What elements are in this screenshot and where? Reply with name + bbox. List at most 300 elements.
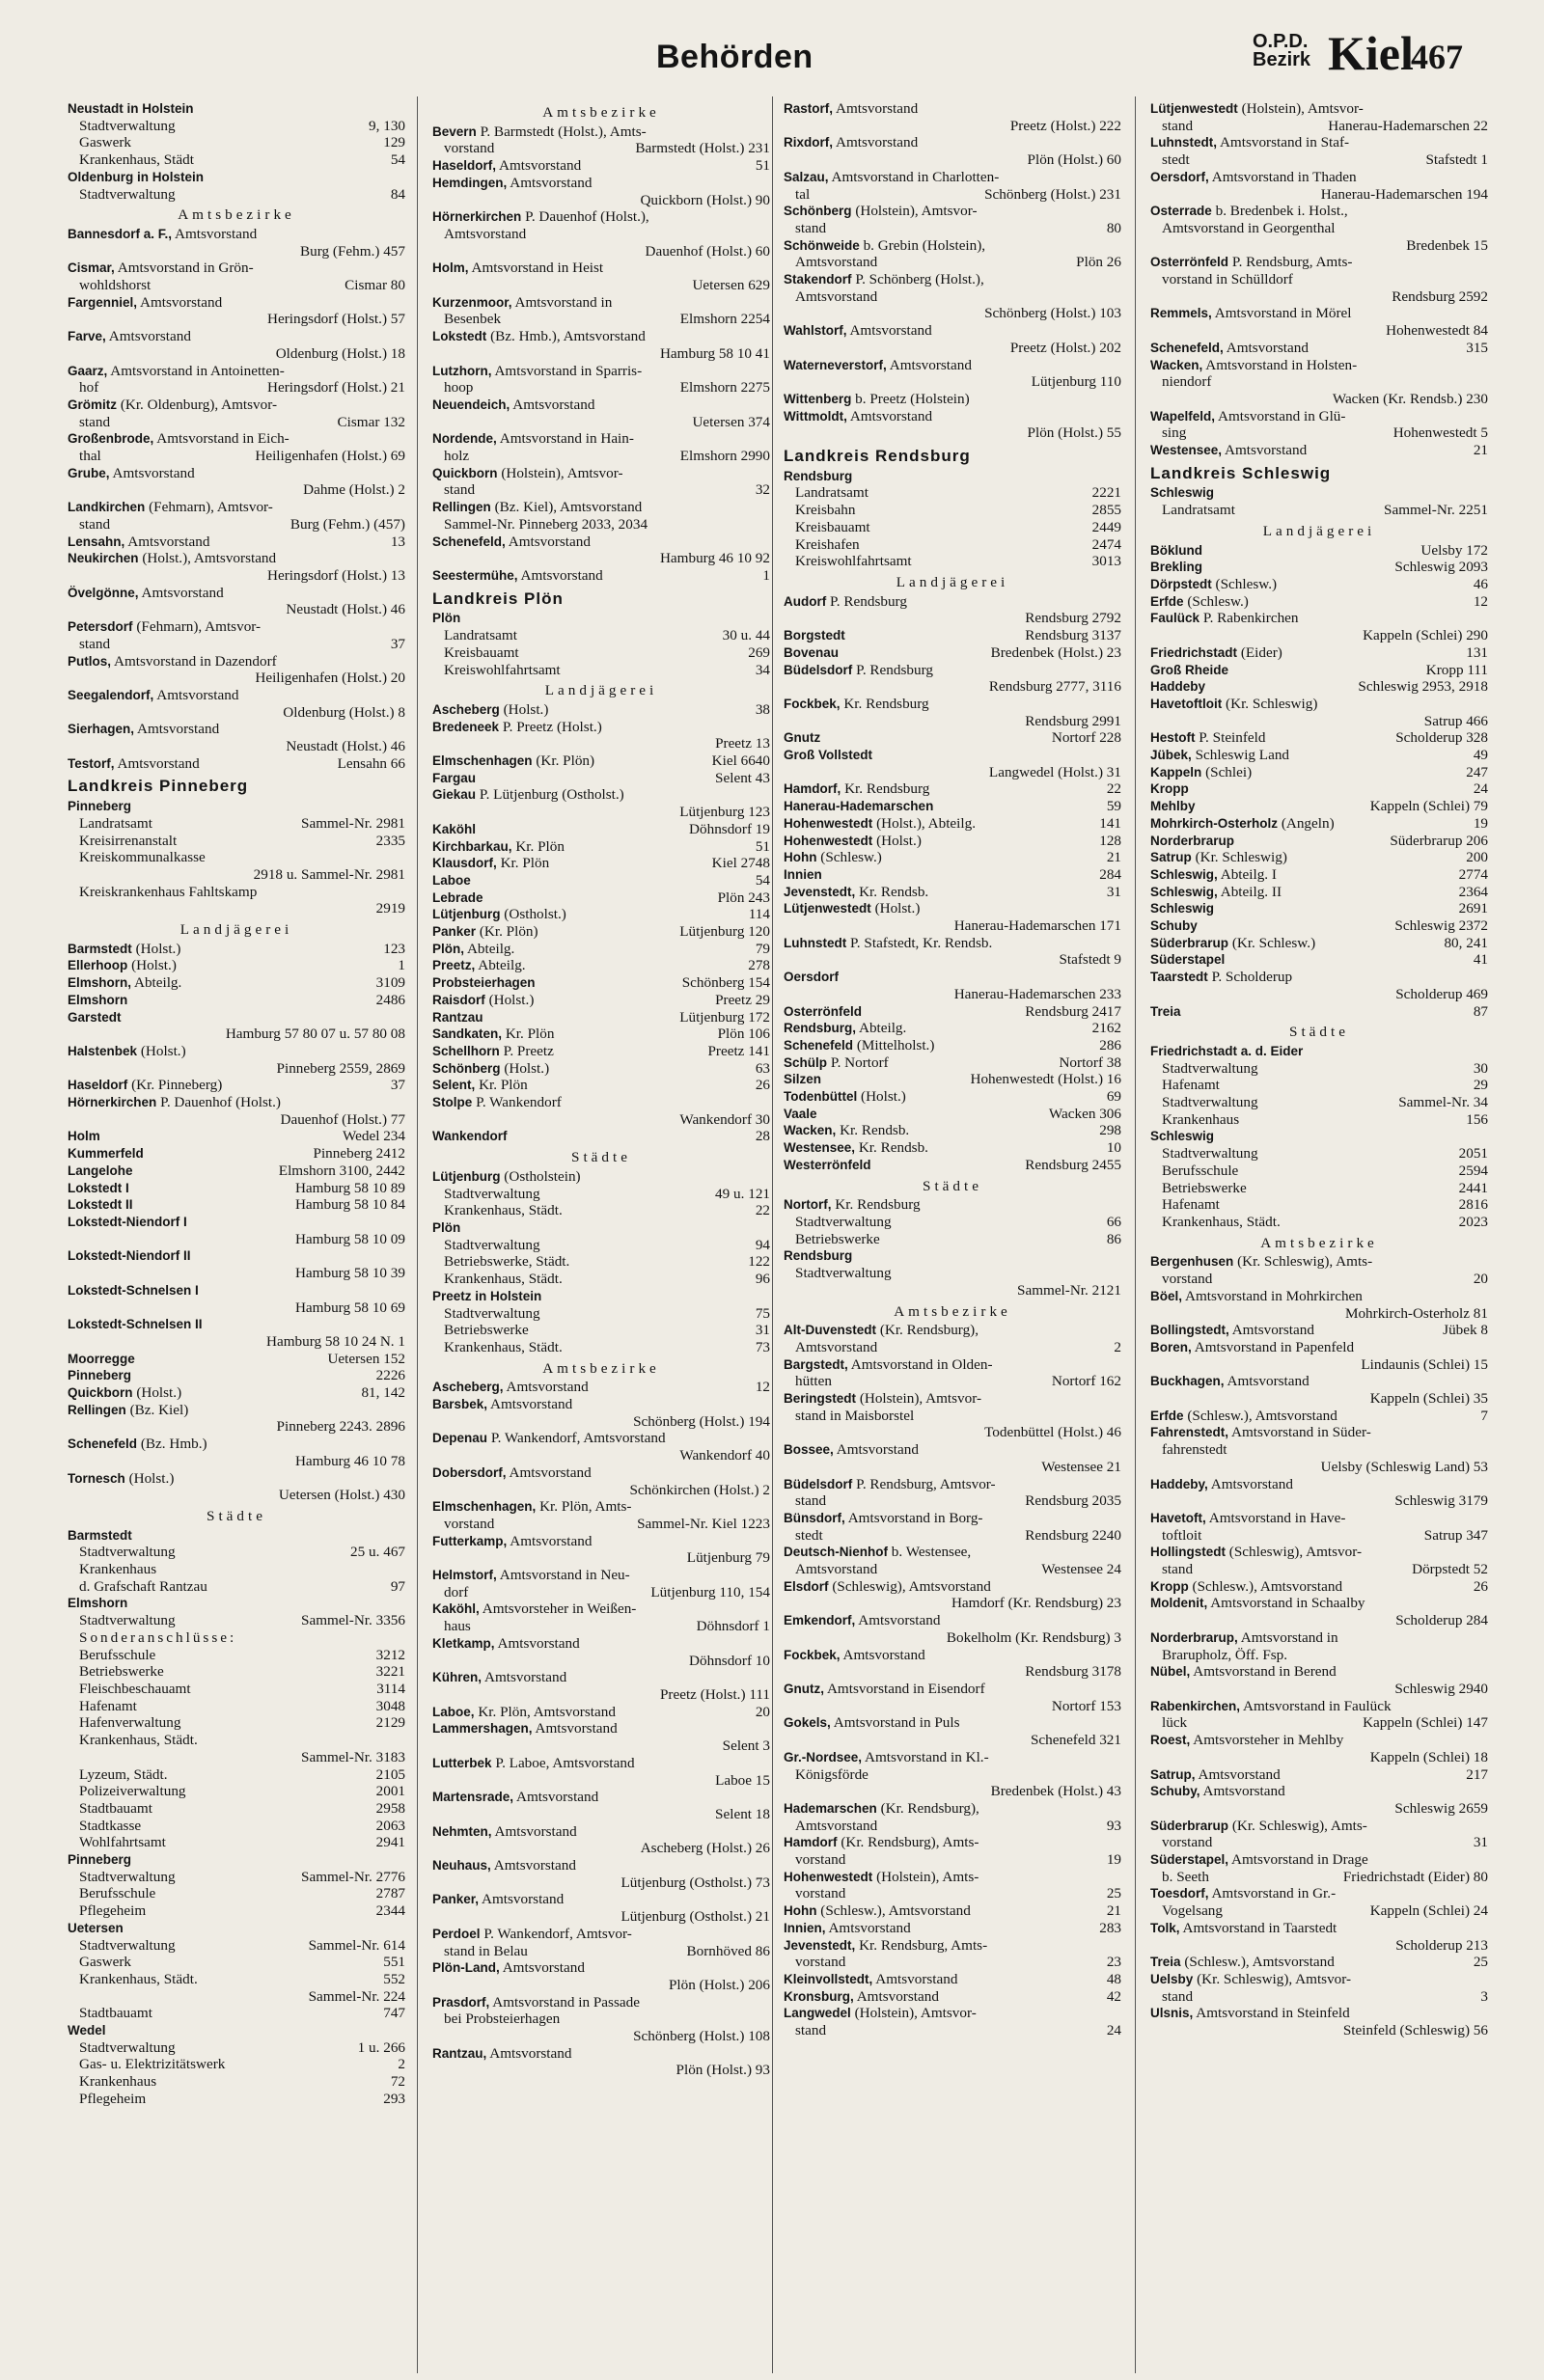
entry-heading: [1150, 305, 1488, 322]
entry-name: Sandkaten,: [432, 1026, 503, 1042]
entry-name: Oersdorf,: [1150, 169, 1209, 184]
entry-name: Uelsby: [1150, 1971, 1194, 1986]
phone-number: Rendsburg 2035: [1025, 1492, 1121, 1510]
entry-line: [784, 1231, 1121, 1248]
entry-line: [68, 1629, 405, 1647]
entry-name: Lokstedt-Niendorf I: [68, 1215, 187, 1229]
entry-heading: [1150, 593, 1488, 611]
entry-detail: (Kr. Rendsburg), Amts-: [837, 1834, 979, 1851]
entry-name: Hademarschen: [784, 1800, 877, 1816]
entry-text: Sammel-Nr. 2121: [1017, 1281, 1121, 1299]
phone-number: Heringsdorf (Holst.) 21: [267, 379, 405, 397]
entry-heading: [432, 1823, 770, 1841]
entry-line: [784, 1265, 1121, 1282]
entry-name: Kropp: [1150, 1578, 1189, 1594]
entry-line: [1150, 186, 1488, 204]
phone-number: 26: [755, 1077, 770, 1094]
entry-text: Fleischbeschauamt: [79, 1680, 191, 1697]
entry-name: Probsteierhagen: [432, 975, 536, 991]
entry-name: Jübek,: [1150, 748, 1192, 763]
entry-detail: Amtsvorstand in Drage: [1228, 1851, 1368, 1869]
subsection-heading: Landjägerei: [1262, 522, 1376, 539]
entry-heading: [432, 175, 770, 192]
entry-heading: [432, 1060, 770, 1078]
entry-heading: [432, 1533, 770, 1550]
entry-name: Hemdingen,: [432, 175, 508, 190]
entry-text: Hamburg 57 80 07 u. 57 80 08: [225, 1026, 405, 1043]
entry-line: [784, 1561, 1121, 1578]
entry-detail: Amtsvorstand in Thaden: [1208, 168, 1357, 185]
entry-heading: [784, 849, 1121, 866]
entry-heading: [1150, 1783, 1488, 1800]
entry-name: Fargenniel,: [68, 294, 138, 310]
entry-line: [784, 713, 1121, 730]
entry-heading: [68, 1316, 405, 1333]
entry-line: [1150, 1077, 1488, 1094]
entry-line: [68, 1060, 405, 1078]
entry-text: Stadtverwaltung: [444, 1185, 540, 1202]
entry-detail: Amtsvorstand: [1224, 1373, 1310, 1390]
entry-text: Steinfeld (Schleswig) 56: [1342, 2022, 1488, 2039]
entry-line: [1150, 713, 1488, 730]
entry-detail: (Ostholst.): [500, 906, 566, 923]
phone-number: Selent 43: [715, 769, 770, 786]
entry-line: [68, 866, 405, 884]
entry-heading: [68, 1282, 405, 1299]
entry-name: Bollingstedt,: [1150, 1323, 1229, 1338]
entry-detail: Kr. Rendsburg: [840, 695, 929, 712]
entry-heading: [784, 1139, 1121, 1157]
phone-number: 200: [1466, 849, 1488, 866]
entry-name: Hörnerkirchen: [432, 209, 522, 225]
entry-line: [784, 288, 1121, 306]
entry-name: Ulsnis,: [1150, 2006, 1194, 2021]
entry-heading: [432, 855, 770, 872]
entry-name: Preetz in Holstein: [432, 1288, 542, 1303]
entry-detail: Amtsvorstand: [846, 407, 933, 424]
entry-line: [432, 2028, 770, 2045]
entry-detail: Amtsvorstand: [137, 293, 223, 311]
entry-heading: [68, 618, 405, 636]
entry-name: Preetz,: [432, 958, 476, 973]
entry-detail: Amtsvorstand in Eich-: [153, 430, 290, 448]
phone-number: Hamburg 58 10 84: [294, 1196, 405, 1214]
entry-detail: P. Dauenhof (Holst.),: [521, 208, 649, 226]
entry-name: Innien: [784, 866, 822, 882]
entry-detail: Kr. Plön: [511, 837, 565, 855]
entry-line: [784, 118, 1121, 135]
entry-text: Langwedel (Holst.) 31: [988, 763, 1121, 780]
entry-line: [784, 1818, 1121, 1835]
entry-heading: [432, 1704, 770, 1721]
phone-number: 3109: [375, 974, 405, 992]
entry-name: Tornesch: [68, 1470, 125, 1486]
entry-heading: [68, 1851, 405, 1869]
entry-heading: [1150, 1698, 1488, 1715]
phone-number: Plön 243: [717, 889, 770, 906]
phone-number: Kappeln (Schlei) 24: [1369, 1902, 1488, 1920]
phone-number: 298: [1099, 1122, 1121, 1139]
entry-text: stand: [1162, 1561, 1194, 1578]
entry-heading: [784, 1122, 1121, 1139]
entry-name: Petersdorf: [68, 619, 133, 635]
phone-number: Burg (Fehm.) (457): [290, 515, 405, 533]
entry-name: Rastorf,: [784, 101, 834, 116]
entry-line: [68, 151, 405, 169]
entry-line: [784, 764, 1121, 781]
entry-heading: [784, 468, 1121, 485]
entry-detail: Amtsvorstand: [124, 533, 210, 550]
subsection-heading: Amtsbezirke: [894, 1302, 1011, 1320]
entry-line: [68, 1766, 405, 1784]
entry-heading: [68, 1527, 405, 1545]
entry-heading: [1150, 849, 1488, 866]
entry-heading: [1150, 1339, 1488, 1356]
phone-number: Rendsburg 2455: [1025, 1156, 1121, 1173]
entry-heading: [68, 1384, 405, 1402]
entry-detail: (Bz. Kiel): [125, 1401, 189, 1418]
entry-line: [1150, 151, 1488, 169]
page-header: [0, 26, 1544, 80]
entry-text: Polizeiverwaltung: [79, 1783, 186, 1800]
entry-text: Besenbek: [444, 311, 502, 328]
entry-name: Bevern: [432, 123, 477, 139]
phone-number: 2486: [375, 991, 405, 1008]
entry-detail: Amtsvorstand: [846, 322, 932, 340]
entry-name: Schönweide: [784, 237, 860, 253]
entry-detail: Amtsvorstand: [1199, 1783, 1285, 1800]
entry-text: Sammel-Nr. 224: [308, 1987, 405, 2005]
entry-heading: [784, 1800, 1121, 1818]
entry-name: Bossee,: [784, 1442, 834, 1458]
entry-name: Schenefeld,: [1150, 340, 1224, 355]
entry-heading: [1150, 866, 1488, 884]
entry-detail: Amtsvorstand in Grön-: [114, 260, 254, 277]
entry-text: Satrup 466: [1423, 712, 1488, 729]
entry-name: Lokstedt: [432, 329, 487, 344]
entry-text: Preetz (Holst.) 202: [1009, 339, 1121, 356]
phone-number: Schönberg 154: [681, 974, 770, 992]
entry-name: Sierhagen,: [68, 722, 135, 737]
entry-name: Hamdorf: [784, 1835, 838, 1850]
entry-name: Övelgönne,: [68, 585, 139, 600]
entry-detail: (Bz. Hmb.), Amtsvorstand: [486, 328, 646, 345]
entry-line: [432, 2011, 770, 2028]
entry-detail: Amtsvorstand: [507, 174, 593, 191]
entry-heading: [1150, 747, 1488, 764]
entry-heading: [784, 1578, 1121, 1596]
phone-number: Scholderup 328: [1395, 729, 1488, 747]
phone-number: 9, 130: [369, 117, 405, 134]
entry-heading: [68, 1180, 405, 1197]
entry-line: [784, 1492, 1121, 1510]
entry-heading: [432, 770, 770, 787]
phone-number: 87: [1473, 1002, 1488, 1020]
entry-name: Bannesdorf a. F.,: [68, 226, 173, 241]
entry-heading: [432, 906, 770, 923]
entry-line: [784, 424, 1121, 442]
entry-heading: [784, 1356, 1121, 1374]
entry-heading: [784, 1869, 1121, 1886]
entry-name: Helmstorf,: [432, 1568, 497, 1583]
entry-heading: [784, 1920, 1121, 1937]
entry-name: Schleswig,: [1150, 866, 1218, 882]
entry-heading: [68, 1163, 405, 1180]
entry-heading: [68, 1367, 405, 1384]
entry-line: [432, 1339, 770, 1356]
entry-line: [1150, 1988, 1488, 2006]
entry-line: [432, 345, 770, 363]
entry-heading: [68, 1247, 405, 1265]
entry-name: Kleinvollstedt,: [784, 1971, 873, 1986]
entry-name: Farve,: [68, 329, 106, 344]
entry-detail: (Holst.): [872, 832, 922, 849]
entry-text: Lütjenburg 110: [1031, 373, 1121, 391]
entry-name: Schellhorn: [432, 1043, 500, 1058]
entry-name: Böel,: [1150, 1288, 1183, 1303]
entry-detail: P. Preetz (Holst.): [499, 718, 602, 735]
entry-name: Rendsburg,: [784, 1021, 857, 1036]
phone-number: Preetz 141: [707, 1042, 770, 1059]
entry-detail: b. Bredenbek i. Holst.,: [1211, 203, 1348, 220]
entry-name: Wankendorf: [432, 1129, 508, 1144]
entry-name: Hohenwestedt: [784, 1869, 873, 1884]
phone-number: Wedel 234: [343, 1128, 405, 1145]
phone-number: 30 u. 44: [722, 627, 770, 644]
entry-heading: [432, 430, 770, 448]
entry-heading: [432, 208, 770, 226]
entry-text: stand: [795, 219, 827, 236]
phone-number: Sammel-Nr. 2981: [301, 814, 405, 832]
entry-name: Plön: [432, 611, 461, 626]
entry-heading: [784, 237, 1121, 255]
entry-name: Hanerau-Hademarschen: [784, 799, 934, 814]
entry-name: Taarstedt: [1150, 970, 1208, 985]
phone-number: 1: [762, 566, 770, 584]
entry-name: Wacken,: [784, 1123, 837, 1138]
entry-heading: [1150, 1954, 1488, 1971]
entry-heading: [784, 662, 1121, 679]
entry-detail: Amtsvorstand: [840, 1646, 925, 1663]
entry-heading: [68, 2022, 405, 2039]
entry-detail: (Holst.): [484, 991, 535, 1008]
entry-line: [68, 1732, 405, 1749]
entry-line: [68, 1749, 405, 1766]
entry-text: Uetersen (Holst.) 430: [278, 1487, 405, 1504]
entry-detail: (Kr. Schleswig), Amts-: [1233, 1253, 1373, 1271]
entry-line: [784, 1408, 1121, 1425]
entry-text: 2918 u. Sammel-Nr. 2981: [253, 865, 405, 883]
entry-heading: [1150, 610, 1488, 627]
entry-text: Hamburg 58 10 24 N. 1: [266, 1332, 405, 1350]
entry-text: Amtsvorstand in Georgenthal: [1162, 219, 1336, 236]
entry-heading: [68, 1470, 405, 1488]
entry-name: Kaköhl: [432, 821, 477, 836]
entry-detail: (Kr. Rendsburg),: [876, 1322, 979, 1339]
entry-name: Buckhagen,: [1150, 1374, 1225, 1389]
phone-number: 51: [755, 157, 770, 175]
entry-heading: [432, 1128, 770, 1145]
entry-name: Holm,: [432, 260, 469, 276]
entry-heading: [784, 2005, 1121, 2022]
entry-text: stand: [444, 481, 476, 499]
entry-line: [784, 254, 1121, 271]
entry-name: Haseldorf: [68, 1078, 128, 1093]
entry-detail: Amtsvorstand: [153, 686, 239, 703]
entry-heading: [784, 747, 1121, 764]
entry-detail: (Kr. Pinneberg): [127, 1077, 223, 1094]
entry-name: Rabenkirchen,: [1150, 1698, 1241, 1713]
entry-name: Rendsburg: [784, 468, 853, 483]
entry-text: Sammel-Nr. 3183: [301, 1748, 405, 1765]
entry-detail: Amtsvorstand: [505, 533, 591, 550]
entry-text: Lindaunis (Schlei) 15: [1361, 1355, 1488, 1373]
entry-name: Neuendeich,: [432, 397, 510, 412]
entry-line: [432, 1322, 770, 1339]
entry-heading: [432, 1009, 770, 1026]
entry-heading: [1150, 969, 1488, 986]
entry-text: Scholderup 284: [1395, 1612, 1488, 1629]
entry-detail: (Schlei): [1201, 763, 1253, 780]
entry-heading: [1150, 951, 1488, 969]
entry-heading: [784, 644, 1121, 662]
entry-text: Lütjenburg (Ostholst.) 21: [620, 1908, 770, 1926]
phone-number: 37: [390, 1077, 405, 1094]
entry-heading: [1150, 1732, 1488, 1749]
phone-number: 34: [755, 661, 770, 678]
entry-heading: [1150, 408, 1488, 425]
entry-detail: Amtsvorstand in Puls: [830, 1714, 960, 1732]
entry-name: Brekling: [1150, 560, 1203, 575]
entry-text: Schleswig 3179: [1394, 1492, 1488, 1510]
phone-number: 73: [755, 1338, 770, 1355]
entry-heading: [68, 957, 405, 974]
entry-text: Heringsdorf (Holst.) 13: [267, 566, 405, 584]
entry-text: Krankenhaus, Städt.: [444, 1202, 563, 1219]
entry-text: Kreisbahn: [795, 502, 856, 519]
entry-detail: Kr. Rendsburg: [841, 780, 930, 798]
entry-heading: [784, 833, 1121, 850]
phone-number: 2474: [1091, 535, 1121, 553]
entry-text: Kappeln (Schlei) 35: [1369, 1390, 1488, 1408]
phone-number: 19: [1106, 1851, 1121, 1869]
entry-name: Satrup: [1150, 850, 1192, 865]
entry-line: [432, 277, 770, 294]
entry-line: [432, 192, 770, 209]
entry-text: Betriebswerke: [79, 1663, 164, 1681]
entry-heading: [432, 872, 770, 889]
entry-detail: Amtsvorstand in Charlotten-: [828, 168, 1000, 185]
entry-line: [68, 243, 405, 260]
entry-name: Böklund: [1150, 542, 1202, 558]
entry-line: [68, 1418, 405, 1436]
column-4: [1150, 100, 1488, 2039]
entry-heading: [68, 1094, 405, 1111]
entry-heading: [784, 1322, 1121, 1339]
entry-line: [784, 1527, 1121, 1545]
entry-line: [1150, 502, 1488, 519]
entry-name: Kletkamp,: [432, 1635, 495, 1651]
entry-line: [784, 373, 1121, 391]
entry-line: [68, 1333, 405, 1351]
entry-text: Stadtbauamt: [79, 2005, 152, 2022]
entry-heading: [432, 610, 770, 627]
entry-name: Mehlby: [1150, 799, 1196, 814]
phone-number: 217: [1466, 1765, 1488, 1783]
entry-name: Plön,: [432, 941, 464, 956]
entry-detail: P. Nortorf: [827, 1053, 889, 1071]
entry-heading: [432, 1959, 770, 1977]
entry-heading: [1150, 1322, 1488, 1339]
entry-detail: Amtsvorstand: [853, 1987, 939, 2005]
entry-name: Emkendorf,: [784, 1613, 856, 1628]
entry-detail: Amtsvorstand: [833, 134, 919, 151]
entry-line: [68, 849, 405, 866]
entry-name: Elmshorn: [68, 992, 128, 1007]
entry-name: Futterkamp,: [432, 1533, 508, 1548]
entry-heading: [784, 1247, 1121, 1265]
entry-heading: [1150, 1510, 1488, 1527]
entry-name: Westerrönfeld: [784, 1157, 871, 1172]
phone-number: 7: [1480, 1407, 1488, 1424]
phone-number: 2958: [375, 1799, 405, 1817]
entry-text: Schleswig 2659: [1394, 1799, 1488, 1817]
entry-detail: Amtsvorstand in Dazendorf: [111, 652, 277, 670]
entry-heading: [784, 969, 1121, 986]
entry-line: [1150, 373, 1488, 391]
entry-text: stand: [795, 1492, 827, 1510]
entry-name: Rellingen: [68, 1402, 126, 1417]
entry-heading: [68, 1920, 405, 1937]
entry-line: [1150, 1647, 1488, 1664]
phone-number: 2816: [1458, 1196, 1488, 1214]
entry-text: Kreiskommunalkasse: [79, 849, 206, 866]
phone-number: 84: [390, 185, 405, 203]
entry-heading: [432, 1926, 770, 1943]
entry-name: Neuhaus,: [432, 1858, 491, 1874]
entry-text: Amtsvorstand: [795, 287, 878, 305]
entry-line: [68, 704, 405, 722]
entry-detail: Amtsvorstand in Faulück: [1240, 1697, 1392, 1714]
phone-number: Pinneberg 2412: [313, 1145, 405, 1163]
phone-number: 97: [390, 1577, 405, 1595]
entry-line: [784, 536, 1121, 554]
entry-detail: Amtsvorstand in Antoinetten-: [107, 362, 285, 379]
entry-heading: [68, 499, 405, 516]
entry-name: Osterrönfeld: [1150, 255, 1229, 270]
entry-detail: (Kr. Schleswig): [1222, 695, 1318, 712]
entry-line: [1150, 1271, 1488, 1288]
entry-text: Uetersen 374: [692, 413, 770, 430]
entry-detail: Amtsvorstand: [499, 1959, 585, 1977]
entry-line: [68, 1026, 405, 1043]
entry-heading: [68, 294, 405, 312]
entry-name: Kronsburg,: [784, 1988, 854, 2004]
phone-number: Barmstedt (Holst.) 231: [635, 140, 770, 157]
page-number: 467: [1411, 38, 1463, 76]
entry-detail: (Fehmarn), Amtsvor-: [145, 499, 273, 516]
entry-text: hütten: [795, 1373, 832, 1390]
entry-name: Pinneberg: [68, 1852, 132, 1868]
entry-line: [68, 2056, 405, 2073]
entry-detail: Amtsvorstand: [833, 1441, 919, 1459]
entry-name: Groß Vollstedt: [784, 748, 873, 763]
entry-detail: (Schleswig), Amtsvor-: [1226, 1544, 1363, 1561]
phone-number: 19: [1473, 814, 1488, 832]
entry-name: Erfde: [1150, 1408, 1184, 1423]
entry-name: Pinneberg: [68, 799, 132, 814]
entry-heading: [432, 499, 770, 516]
